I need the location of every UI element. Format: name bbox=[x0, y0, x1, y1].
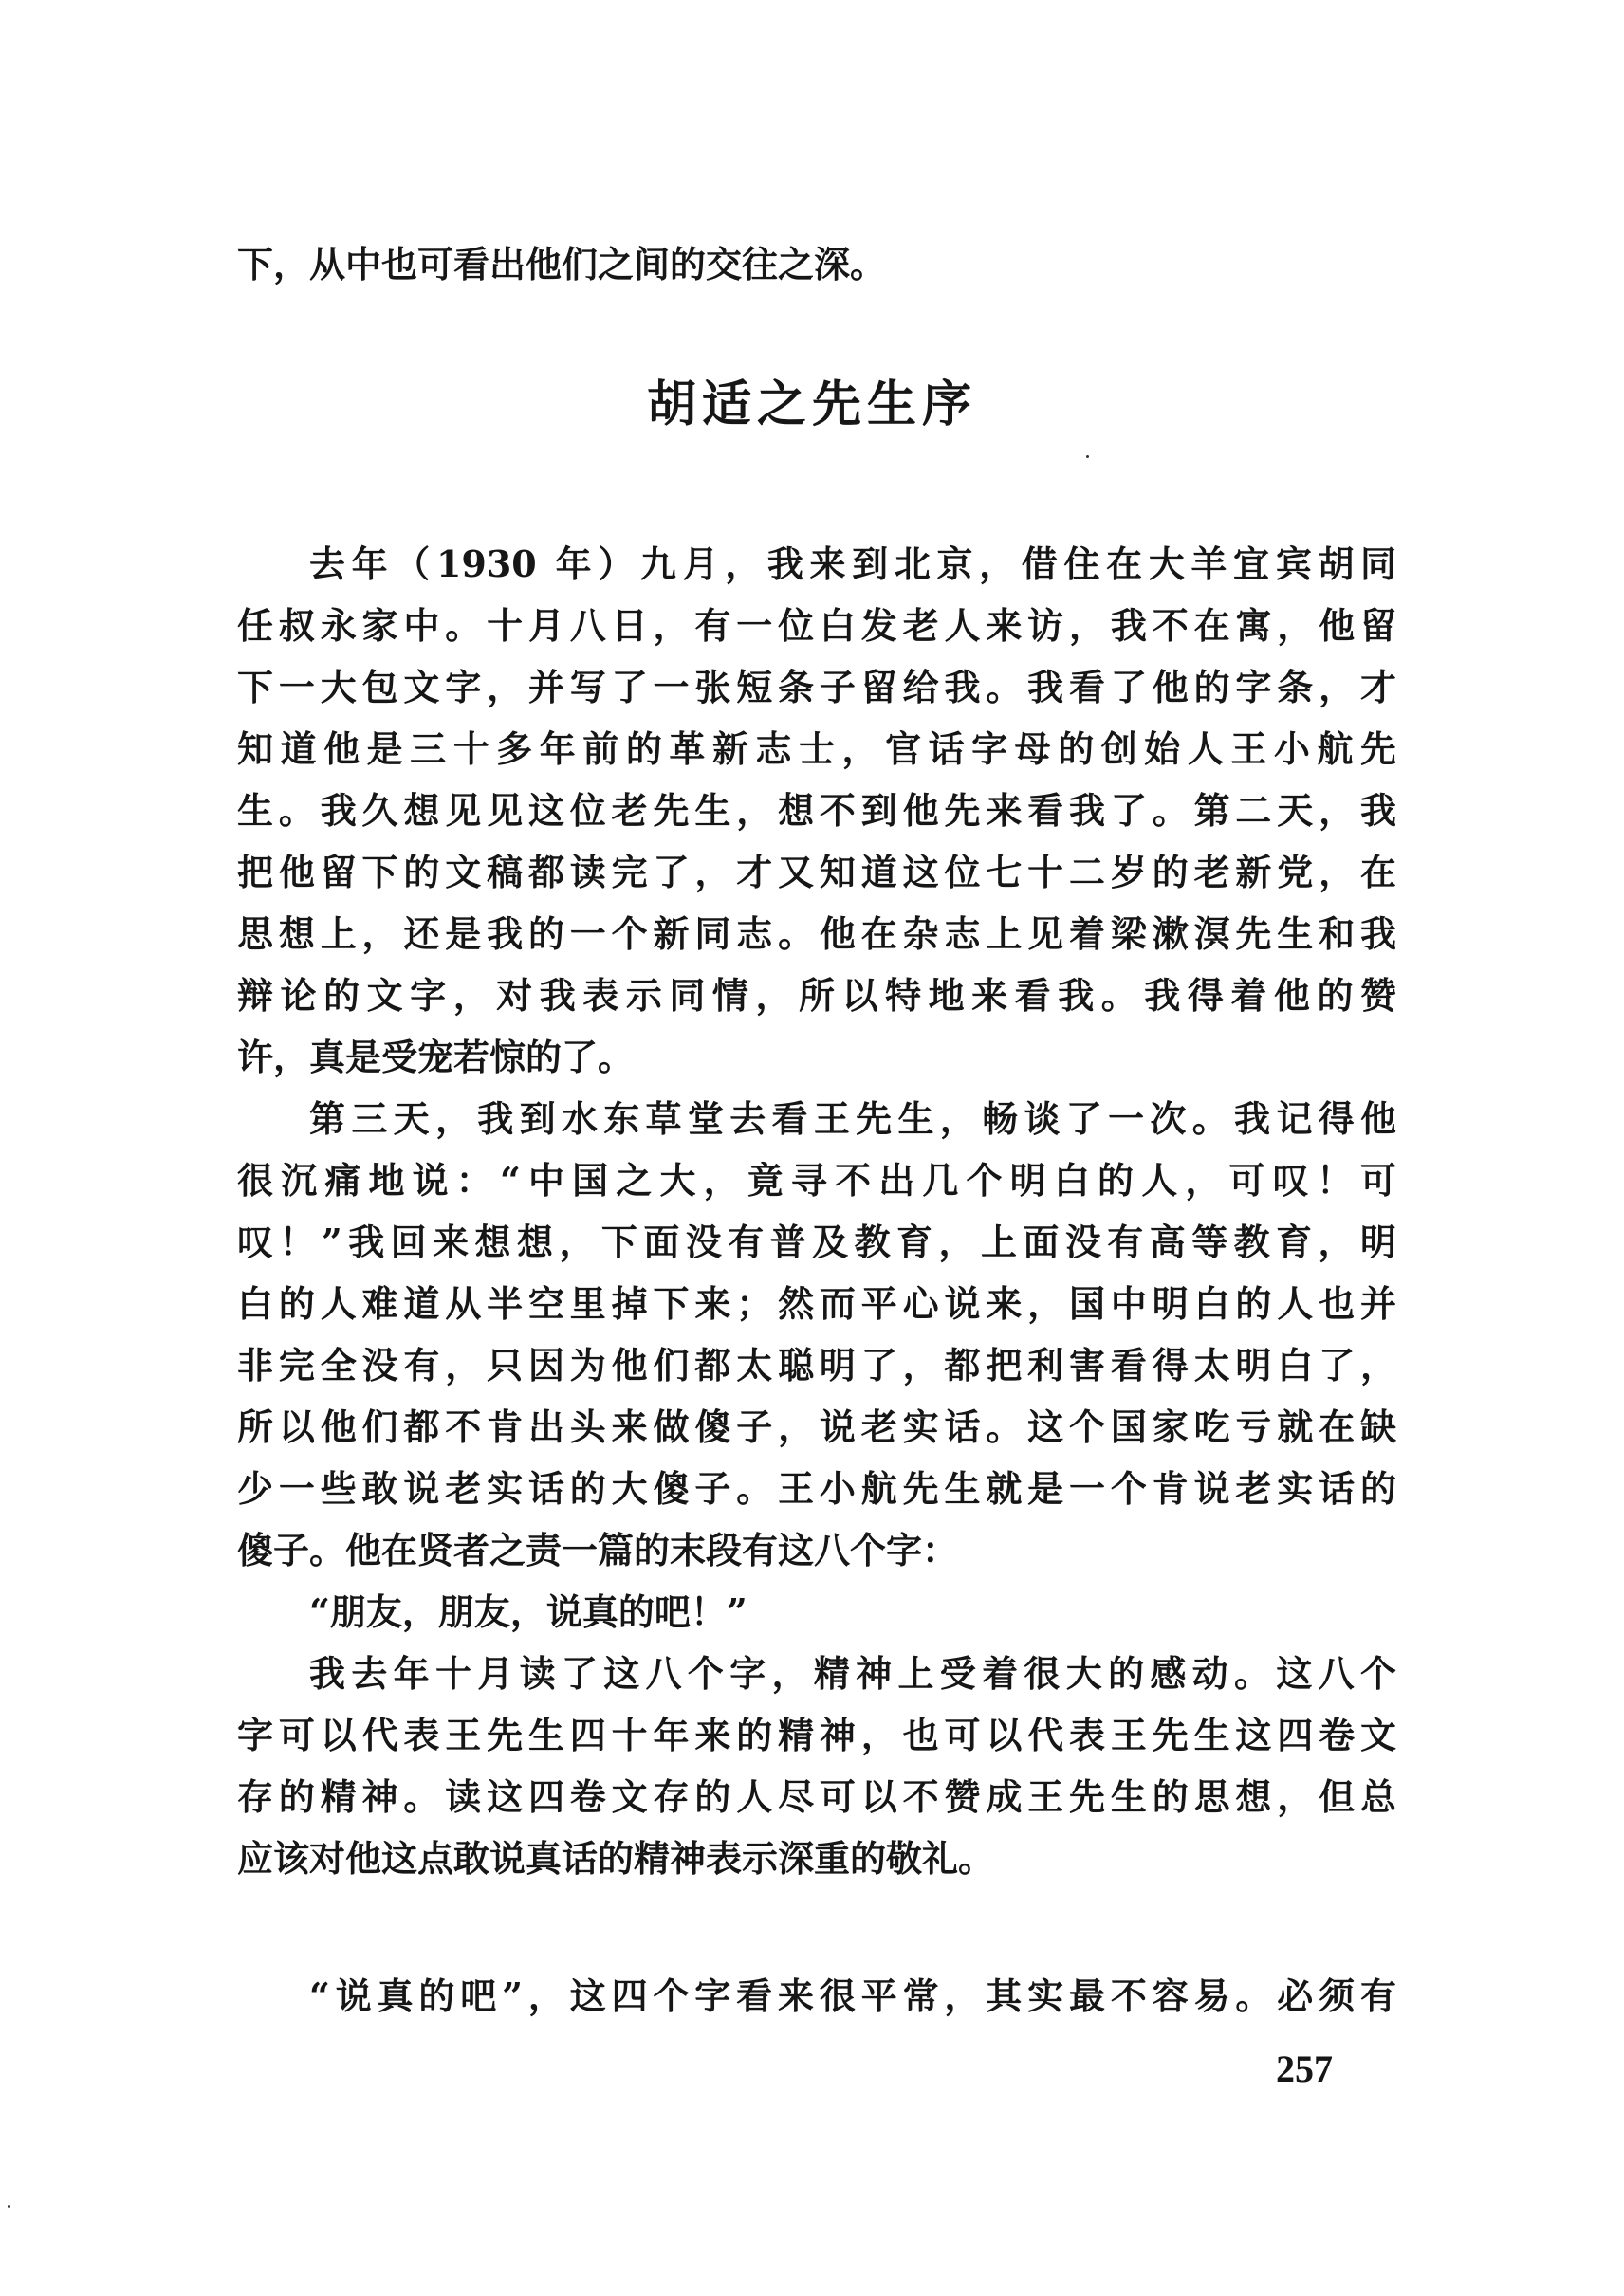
body-line: 白的人难道从半空里掉下来；然而平心说来，国中明白的人也并 bbox=[237, 1282, 1396, 1325]
body-line: “说真的吧”，这四个字看来很平常，其实最不容易。必须有 bbox=[309, 1975, 1396, 2017]
body-line: 很沉痛地说：“中国之大，竟寻不出几个明白的人，可叹！可 bbox=[237, 1159, 1396, 1202]
body-line: 傻子。他在贤者之责一篇的末段有这八个字： bbox=[237, 1529, 959, 1571]
body-line: 存的精神。读这四卷文存的人尽可以不赞成王先生的思想，但总 bbox=[237, 1775, 1396, 1818]
body-line: 许，真是受宠若惊的了。 bbox=[237, 1036, 635, 1078]
body-line: 所以他们都不肯出头来做傻子，说老实话。这个国家吃亏就在缺 bbox=[237, 1405, 1396, 1448]
body-line: 把他留下的文稿都读完了，才又知道这位七十二岁的老新党，在 bbox=[237, 851, 1396, 893]
body-line: 辩论的文字，对我表示同情，所以特地来看我。我得着他的赞 bbox=[237, 974, 1396, 1017]
body-line: 思想上，还是我的一个新同志。他在杂志上见着梁漱溟先生和我 bbox=[237, 912, 1396, 955]
body-line: 我去年十月读了这八个字，精神上受着很大的感动。这八个 bbox=[309, 1652, 1396, 1695]
body-line: 第三天，我到水东草堂去看王先生，畅谈了一次。我记得他 bbox=[309, 1097, 1396, 1140]
section-heading: 胡适之先生序 bbox=[646, 376, 977, 433]
page-number: 257 bbox=[1276, 2048, 1333, 2090]
body-line: 任叔永家中。十月八日，有一位白发老人来访，我不在寓，他留 bbox=[237, 604, 1396, 647]
scan-speck bbox=[8, 2205, 10, 2208]
quote-line: “朋友，朋友，说真的吧！” bbox=[309, 1590, 747, 1633]
body-line: 知道他是三十多年前的革新志士，官话字母的创始人王小航先 bbox=[237, 727, 1396, 770]
body-line: 应该对他这点敢说真话的精神表示深重的敬礼。 bbox=[237, 1837, 995, 1880]
body-line: 下一大包文字，并写了一张短条子留给我。我看了他的字条，才 bbox=[237, 666, 1396, 708]
body-line: 去年（1930 年）九月，我来到北京，借住在大羊宜宾胡同 bbox=[309, 542, 1396, 585]
body-line: 字可以代表王先生四十年来的精神，也可以代表王先生这四卷文 bbox=[237, 1714, 1396, 1756]
body-line: 叹！”我回来想想，下面没有普及教育，上面没有高等教育，明 bbox=[237, 1221, 1396, 1263]
top-line: 下，从中也可看出他们之间的交往之深。 bbox=[237, 243, 887, 285]
body-line: 非完全没有，只因为他们都太聪明了，都把利害看得太明白了， bbox=[237, 1344, 1396, 1387]
scan-speck bbox=[1086, 455, 1089, 458]
body-line: 少一些敢说老实话的大傻子。王小航先生就是一个肯说老实话的 bbox=[237, 1467, 1396, 1510]
body-line: 生。我久想见见这位老先生，想不到他先来看我了。第二天，我 bbox=[237, 789, 1396, 832]
